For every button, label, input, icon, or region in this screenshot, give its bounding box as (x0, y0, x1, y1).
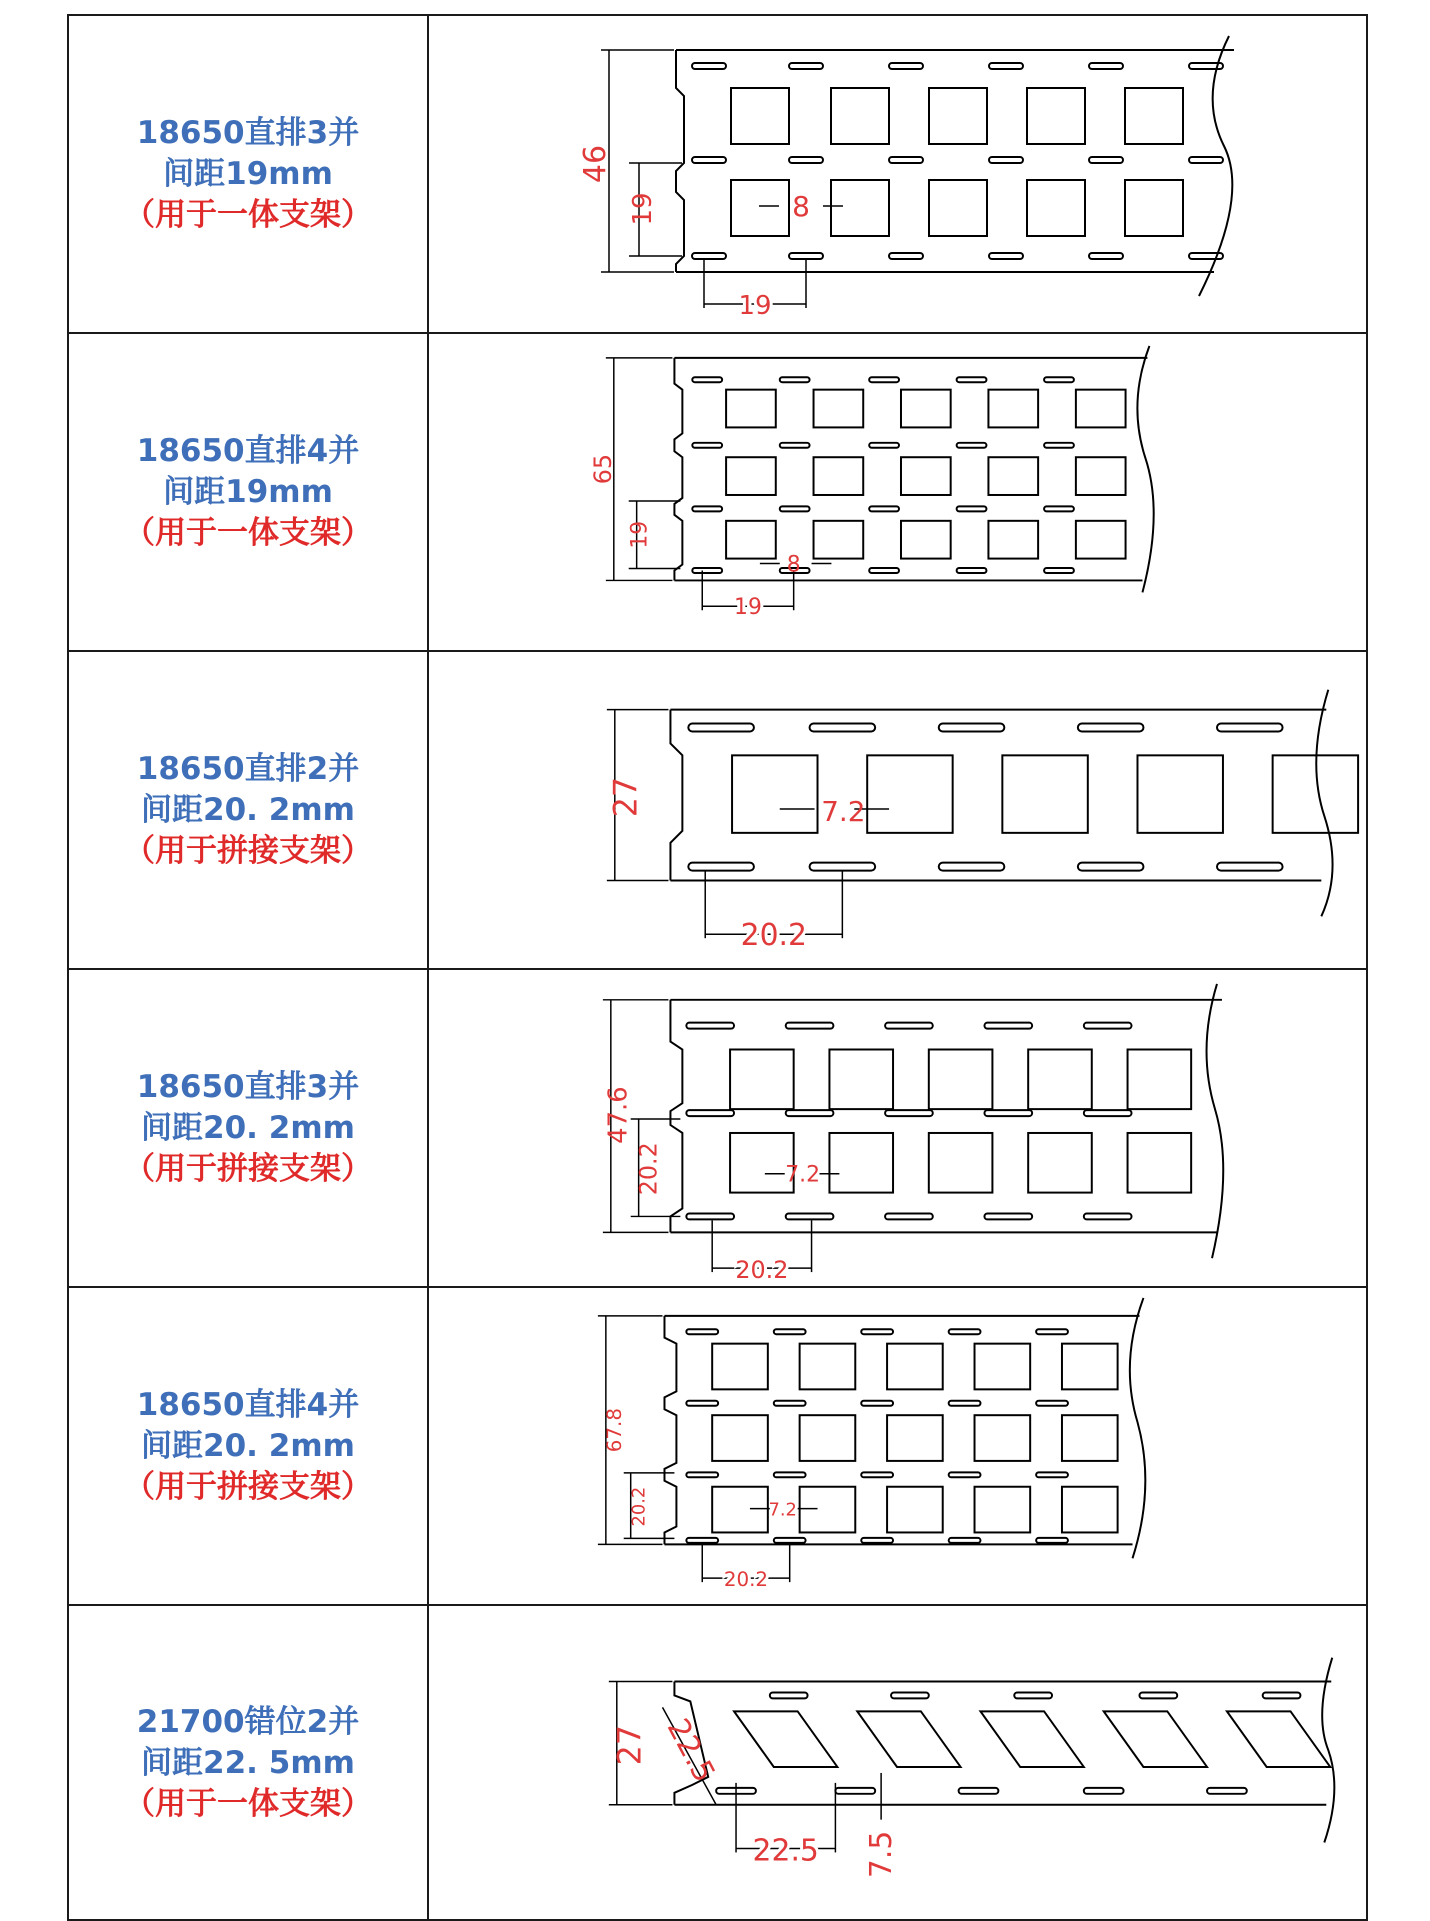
slot (861, 1329, 893, 1334)
spec-row-18650-3p-19 (69, 16, 1366, 332)
strip-outline (676, 36, 1234, 296)
slot (1036, 1538, 1068, 1543)
slot (686, 1329, 718, 1334)
overall-width-dimension: 47.6 (603, 1086, 634, 1144)
slot (1217, 863, 1283, 871)
nickel-strip-drawing (429, 334, 1369, 650)
cell-type-label: 18650直排4并 (136, 1386, 360, 1423)
row-pitch-dimension: 19 (627, 520, 653, 549)
cell-hole (1128, 1133, 1192, 1193)
row-pitch-dimension: 19 (628, 192, 658, 226)
slot (692, 443, 722, 448)
slot (810, 724, 876, 732)
cell-type-label: 18650直排3并 (136, 1068, 360, 1105)
slot (786, 1023, 834, 1029)
column-pitch-dimension: 20.2 (723, 1568, 769, 1592)
nickel-strip-drawing (429, 652, 1369, 968)
row-label (69, 1606, 429, 1921)
slot (688, 724, 754, 732)
slot (1036, 1329, 1068, 1334)
row-label (69, 16, 429, 332)
slot (861, 1472, 893, 1477)
spacing-label: 间距19mm (163, 473, 333, 510)
slot (957, 506, 987, 511)
slot (786, 1110, 834, 1116)
slot (774, 1472, 806, 1477)
slot (1089, 63, 1123, 69)
slot (780, 506, 810, 511)
strip-outline (674, 346, 1153, 592)
cell-hole (857, 1711, 960, 1767)
cell-type-label: 18650直排2并 (136, 750, 360, 787)
slot (949, 1472, 981, 1477)
dimension-lines (601, 50, 843, 308)
hole-gap-dimension: 8 (786, 552, 801, 578)
cell-hole (929, 1049, 993, 1109)
usage-label: （用于一体支架） (124, 1786, 372, 1822)
strip-outline (664, 1298, 1145, 1558)
slot (869, 506, 899, 511)
row-label (69, 970, 429, 1286)
strip-outline (674, 1658, 1334, 1843)
cell-hole (1137, 755, 1222, 833)
slot (835, 1788, 875, 1794)
slot (1084, 1023, 1132, 1029)
spec-row-18650-4p-20-2 (69, 1286, 1366, 1604)
slot (774, 1401, 806, 1406)
column-pitch-dimension: 19 (734, 595, 762, 621)
cell-hole (800, 1344, 856, 1390)
cell-hole (929, 88, 987, 144)
slot (885, 1110, 933, 1116)
cell-hole (814, 521, 864, 559)
slot (1078, 724, 1144, 732)
slot (688, 863, 754, 871)
slot (1263, 1692, 1301, 1698)
slot (789, 253, 823, 259)
spec-row-21700-staggered-2p (69, 1604, 1366, 1921)
cell-hole (975, 1487, 1031, 1533)
slot (780, 377, 810, 382)
usage-label: （用于拼接支架） (124, 1468, 372, 1505)
slot (1089, 157, 1123, 163)
slot (1044, 443, 1074, 448)
cell-hole (988, 521, 1038, 559)
cell-hole (1028, 1133, 1092, 1193)
hole-gap-dimension: 7.2 (785, 1162, 820, 1188)
cell-hole (712, 1344, 768, 1390)
cell-hole (1104, 1711, 1207, 1767)
nickel-strip-drawing (429, 970, 1369, 1286)
slot (686, 1401, 718, 1406)
cell-hole (1128, 1049, 1192, 1109)
slot (686, 1472, 718, 1477)
slot (889, 253, 923, 259)
slot (949, 1329, 981, 1334)
offset-dimension: 7.5 (864, 1830, 900, 1879)
slot (1189, 157, 1223, 163)
slot (1084, 1110, 1132, 1116)
column-pitch-dimension: 22.5 (752, 1833, 819, 1869)
overall-width-dimension: 46 (578, 144, 613, 184)
cell-hole (1125, 88, 1183, 144)
slot (686, 1213, 734, 1219)
slot (957, 568, 987, 573)
usage-label: （用于一体支架） (124, 196, 372, 233)
slot (789, 157, 823, 163)
row-label (69, 1288, 429, 1604)
cell-hole (1002, 755, 1087, 833)
slot (786, 1213, 834, 1219)
slot (989, 253, 1023, 259)
dimension-lines (603, 1000, 840, 1272)
cell-hole (887, 1344, 943, 1390)
slot (1217, 724, 1283, 732)
usage-label: （用于一体支架） (124, 514, 372, 551)
slot (891, 1692, 929, 1698)
cell-hole (1027, 180, 1085, 236)
nickel-strip-drawing (429, 16, 1369, 332)
cell-hole (1062, 1415, 1118, 1461)
cell-hole (732, 755, 817, 833)
column-pitch-dimension: 20.2 (740, 918, 807, 954)
cell-hole (814, 390, 864, 428)
slot (984, 1110, 1032, 1116)
cell-hole (929, 180, 987, 236)
slot (885, 1213, 933, 1219)
cell-hole (901, 390, 951, 428)
slot (1207, 1788, 1247, 1794)
cell-hole (887, 1487, 943, 1533)
cell-hole (1062, 1344, 1118, 1390)
slot (1044, 377, 1074, 382)
slot (686, 1110, 734, 1116)
spacing-label: 间距20. 2mm (141, 1427, 355, 1464)
cell-type-label: 18650直排4并 (136, 432, 360, 469)
slot (810, 863, 876, 871)
cell-hole (831, 88, 889, 144)
column-pitch-dimension: 20.2 (735, 1256, 789, 1285)
cell-hole (1076, 521, 1126, 559)
slot (774, 1538, 806, 1543)
slot (692, 253, 726, 259)
spec-sheet (67, 14, 1368, 1921)
cell-hole (988, 457, 1038, 495)
slot (780, 443, 810, 448)
usage-label: （用于拼接支架） (124, 1150, 372, 1187)
slot (686, 1023, 734, 1029)
cell-hole (726, 390, 776, 428)
cell-hole (731, 88, 789, 144)
cell-hole (1125, 180, 1183, 236)
slot (1084, 1788, 1124, 1794)
slot (789, 63, 823, 69)
hole-gap-dimension: 8 (792, 190, 810, 223)
cell-hole (980, 1711, 1083, 1767)
slot (1139, 1692, 1177, 1698)
slot (1084, 1213, 1132, 1219)
slot (1189, 253, 1223, 259)
slot (869, 568, 899, 573)
slot (770, 1692, 808, 1698)
row-label (69, 334, 429, 650)
slot (889, 157, 923, 163)
row-label (69, 652, 429, 968)
cell-hole (901, 521, 951, 559)
cell-hole (1227, 1711, 1330, 1767)
slot (1036, 1401, 1068, 1406)
dimension-lines (609, 1682, 881, 1853)
cell-hole (800, 1487, 856, 1533)
nickel-strip-drawing (429, 1288, 1369, 1604)
slot (861, 1538, 893, 1543)
slot (774, 1329, 806, 1334)
nickel-strip-drawing (429, 1606, 1369, 1921)
slot (869, 443, 899, 448)
cell-hole (726, 457, 776, 495)
slot (957, 377, 987, 382)
slot (1044, 506, 1074, 511)
cell-hole (1076, 390, 1126, 428)
cell-hole (712, 1487, 768, 1533)
slot (692, 157, 726, 163)
spacing-label: 间距20. 2mm (141, 1109, 355, 1146)
column-pitch-dimension: 19 (738, 291, 772, 321)
cell-hole (730, 1133, 794, 1193)
slot (1014, 1692, 1052, 1698)
slot (885, 1023, 933, 1029)
spacing-label: 间距20. 2mm (141, 791, 355, 828)
spacing-label: 间距19mm (163, 155, 333, 192)
strip-outline (670, 984, 1223, 1258)
slot (984, 1213, 1032, 1219)
cell-hole (1076, 457, 1126, 495)
cell-hole (726, 521, 776, 559)
cell-hole (734, 1711, 837, 1767)
slot (686, 1538, 718, 1543)
usage-label: （用于拼接支架） (124, 832, 372, 869)
hole-gap-dimension: 7.2 (821, 794, 866, 828)
cell-hole (929, 1133, 993, 1193)
cell-hole (730, 1049, 794, 1109)
cell-hole (867, 755, 952, 833)
slot (939, 863, 1005, 871)
slot (989, 63, 1023, 69)
overall-width-dimension: 27 (607, 776, 645, 818)
cell-hole (712, 1415, 768, 1461)
cell-type-label: 21700错位2并 (136, 1704, 360, 1740)
overall-width-dimension: 67.8 (602, 1407, 626, 1453)
hole-gap-dimension: 7.2 (768, 1499, 797, 1521)
slot (869, 377, 899, 382)
cell-hole (831, 180, 889, 236)
spec-row-18650-4p-19 (69, 332, 1366, 650)
slot (989, 157, 1023, 163)
cell-hole (975, 1344, 1031, 1390)
slot (1044, 568, 1074, 573)
slot (692, 506, 722, 511)
row-pitch-dimension: 20.2 (628, 1486, 650, 1527)
overall-width-dimension: 65 (588, 453, 617, 485)
slot (984, 1023, 1032, 1029)
slot (889, 63, 923, 69)
row-pitch-dimension: 20.2 (634, 1142, 663, 1196)
slot (1089, 253, 1123, 259)
slot (959, 1788, 999, 1794)
slot (692, 377, 722, 382)
cell-hole (1062, 1487, 1118, 1533)
cell-hole (887, 1415, 943, 1461)
slot (692, 63, 726, 69)
slot (861, 1401, 893, 1406)
cell-hole (1027, 88, 1085, 144)
slot (949, 1538, 981, 1543)
cell-hole (975, 1415, 1031, 1461)
cell-hole (829, 1049, 893, 1109)
diagonal-pitch-dimension: 22.5 (659, 1713, 722, 1789)
spec-row-18650-3p-20-2 (69, 968, 1366, 1286)
cell-hole (988, 390, 1038, 428)
cell-hole (731, 180, 789, 236)
cell-type-label: 18650直排3并 (136, 114, 360, 151)
slot (949, 1401, 981, 1406)
cell-hole (800, 1415, 856, 1461)
slot (692, 568, 722, 573)
cell-hole (829, 1133, 893, 1193)
slot (957, 443, 987, 448)
spec-row-18650-2p-20-2 (69, 650, 1366, 968)
slot (939, 724, 1005, 732)
slot (1078, 863, 1144, 871)
overall-width-dimension: 27 (611, 1724, 649, 1766)
slot (1036, 1472, 1068, 1477)
cell-hole (901, 457, 951, 495)
cell-hole (814, 457, 864, 495)
cell-hole (1028, 1049, 1092, 1109)
spacing-label: 间距22. 5mm (141, 1745, 355, 1781)
